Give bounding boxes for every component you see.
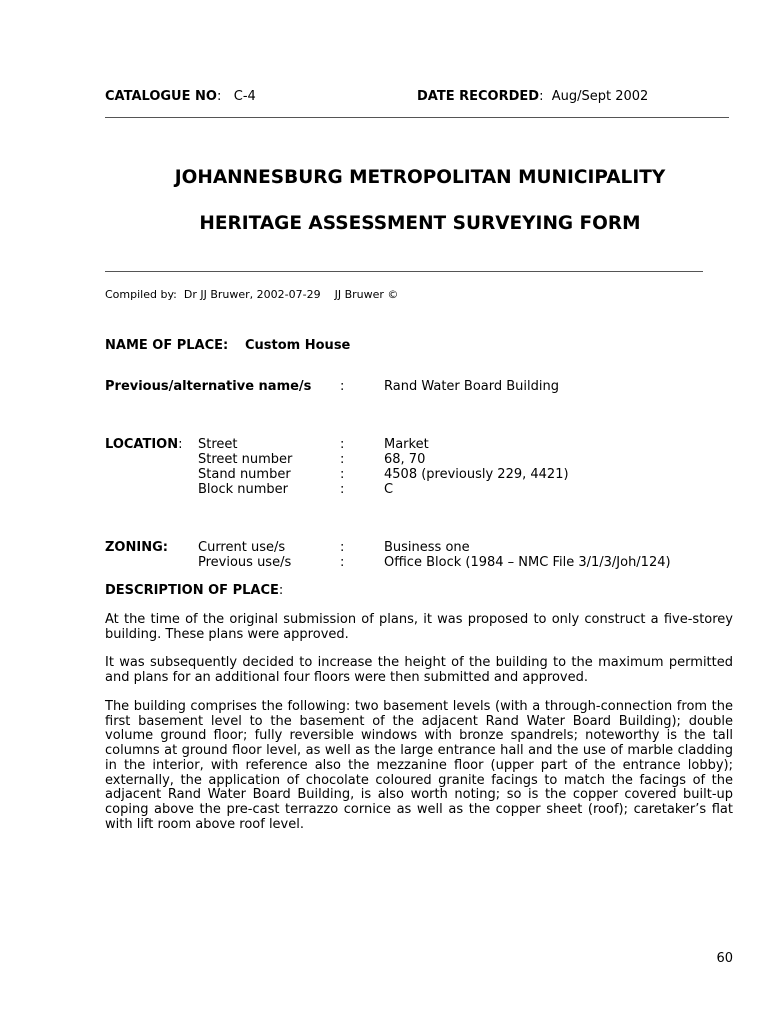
previous-name-label: Previous/alternative name/s — [105, 379, 312, 394]
location-value: 4508 (previously 229, 4421) — [384, 467, 569, 482]
location-label-sep: : — [178, 437, 183, 452]
location-value: Market — [384, 437, 429, 452]
previous-name-value: Rand Water Board Building — [384, 379, 559, 394]
name-of-place-label: NAME OF PLACE: — [105, 338, 229, 353]
zoning-value: Office Block (1984 – NMC File 3/1/3/Joh/124) — [384, 555, 671, 570]
description-paragraph-1: At the time of the original submission of plans, it was proposed to only construct a five-storey building. These plans were approved. — [105, 612, 733, 642]
zoning-value: Business one — [384, 540, 470, 555]
description-heading — [105, 583, 283, 598]
location-field: Block number — [198, 482, 289, 497]
location-field: Street number — [198, 452, 293, 467]
date-recorded-sep: : — [539, 89, 544, 104]
zoning-field: Current use/s — [198, 540, 286, 555]
zoning-values — [384, 540, 671, 570]
location-sep: : — [340, 467, 345, 482]
location-field: Street — [198, 437, 238, 452]
header-divider — [105, 117, 729, 118]
municipality-title: JOHANNESBURG METROPOLITAN MUNICIPALITY — [174, 167, 666, 188]
page-number: 60 — [716, 951, 733, 966]
zoning-sep: : — [340, 540, 345, 555]
compiled-by-value: Dr JJ Bruwer, 2002-07-29 — [183, 288, 321, 301]
location-seps — [340, 437, 344, 497]
zoning-sep: : — [340, 555, 345, 570]
description-paragraph-3: The building comprises the following: two basement levels (with a through-connection from the first basement level to the basement of the adjacent Rand Water Board Building); double volume ground floor; fully reversible windows with bronze spandrels; noteworthy is the tall columns at ground floor level, as well as the large entrance hall and the use of marble cladding in the interior, with reference also the mezzanine floor (upper part of the entrance lobby); externally, the application of chocolate coloured granite facings to match the facings of the adjacent Rand Water Board Building, is also worth noting; so is the copper covered built-up coping above the pre-cast terrazzo cornice as well as the copper sheet (roof); caretaker’s flat with lift room above roof level. — [105, 699, 733, 832]
form-title: HERITAGE ASSESSMENT SURVEYING FORM — [199, 213, 641, 234]
location-fields — [198, 437, 292, 497]
location-value: C — [384, 482, 394, 497]
compiled-by-label: Compiled by: — [105, 288, 177, 301]
previous-name-sep: : — [340, 379, 345, 394]
copyright-text: JJ Bruwer © — [334, 288, 399, 301]
name-of-place-value: Custom House — [245, 338, 351, 353]
zoning-fields — [198, 540, 291, 570]
catalogue-value: C-4 — [233, 89, 256, 104]
location-label: LOCATION — [105, 437, 179, 452]
title-divider — [105, 271, 703, 272]
description-paragraph-2: It was subsequently decided to increase the height of the building to the maximum permitted and plans for an additional four floors were then submitted and approved. — [105, 655, 733, 685]
catalogue-label: CATALOGUE NO — [105, 89, 217, 104]
catalogue-sep: : — [216, 89, 222, 104]
location-values — [384, 437, 569, 497]
date-recorded-label: DATE RECORDED — [417, 89, 540, 104]
compiled-by-line — [105, 288, 398, 301]
zoning-label: ZONING: — [105, 540, 168, 555]
zoning-seps — [340, 540, 344, 570]
location-heading — [105, 437, 183, 452]
location-sep: : — [340, 482, 345, 497]
zoning-field: Previous use/s — [198, 555, 292, 570]
location-value: 68, 70 — [384, 452, 426, 467]
description-label-sep: : — [278, 583, 284, 598]
location-sep: : — [340, 437, 345, 452]
description-label: DESCRIPTION OF PLACE — [105, 583, 279, 598]
catalogue-field — [105, 89, 256, 104]
location-field: Stand number — [198, 467, 291, 482]
date-recorded-field — [417, 89, 648, 104]
date-recorded-value: Aug/Sept 2002 — [551, 89, 649, 104]
location-sep: : — [340, 452, 345, 467]
